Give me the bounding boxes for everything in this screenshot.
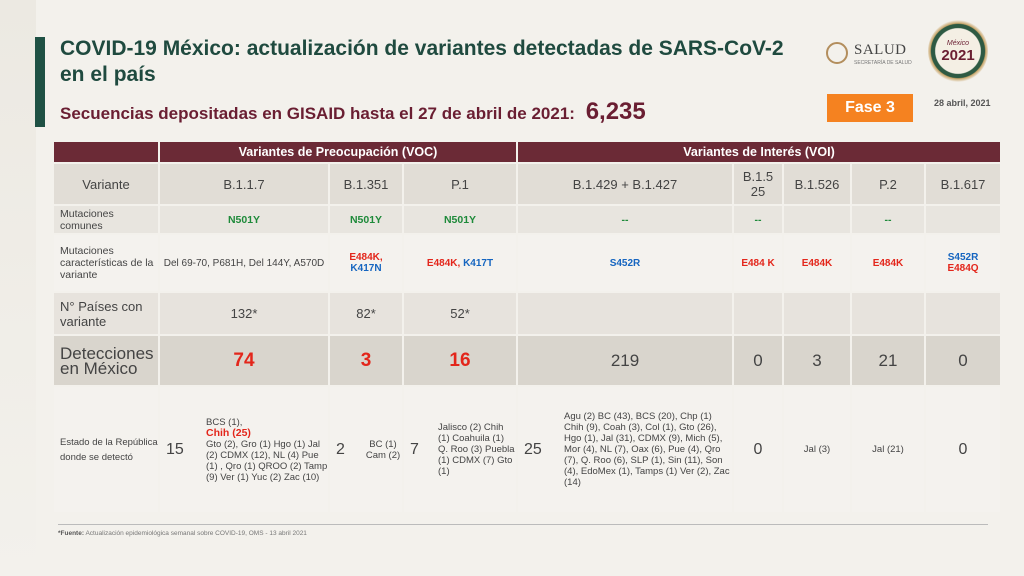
- estado-b1526: Jal (3): [783, 386, 851, 513]
- variant-p2: P.2: [851, 163, 925, 205]
- mut-comun-b1526: [783, 205, 851, 234]
- mut-comun-b1525: --: [733, 205, 783, 234]
- paises-b1617: [925, 292, 1001, 335]
- header-corner: [53, 141, 159, 163]
- variants-table: [52, 140, 1002, 514]
- variant-row: [53, 163, 1001, 205]
- estado-b1351-count: 2: [336, 440, 345, 458]
- countries-row: [53, 292, 1001, 335]
- salud-logo: [826, 40, 921, 68]
- paises-p2: [851, 292, 925, 335]
- estado-b117-list-2: Gto (2), Gro (1) Hgo (1) Jal (2) CDMX (12), NL (4) Pue (1) , Qro (1) QROO (2) Tamp (9) Ver (1) Yuc (2) Zac (10): [206, 438, 328, 483]
- page-subtitle: [60, 98, 646, 126]
- estado-b117-highlight: Chih (25): [206, 426, 251, 439]
- table-group-header: [53, 141, 1001, 163]
- row-label-paises: N° Países con variante: [53, 292, 159, 335]
- estado-b117-list-1: BCS (1),: [206, 416, 243, 428]
- variant-p1: P.1: [403, 163, 517, 205]
- detections-row: [53, 335, 1001, 386]
- variant-b1617: B.1.617: [925, 163, 1001, 205]
- report-date: 28 abril, 2021: [934, 98, 991, 108]
- variant-b1351: B.1.351: [329, 163, 403, 205]
- mut-caract-b1351-b: K417N: [350, 263, 382, 274]
- estado-b1429-count: 25: [524, 440, 542, 458]
- det-b1525: 0: [733, 335, 783, 386]
- paises-b1525: [733, 292, 783, 335]
- mut-caract-p1-b: K417T: [463, 257, 494, 269]
- det-p2: 21: [851, 335, 925, 386]
- estado-p1-count: 7: [410, 440, 419, 458]
- det-b1526: 3: [783, 335, 851, 386]
- paises-b1429: [517, 292, 733, 335]
- det-p1-value: 16: [449, 349, 471, 371]
- paises-b117: 132*: [159, 292, 329, 335]
- row-label-mut-comunes: Mutaciones comunes: [53, 205, 159, 234]
- mut-caract-b1525: E484 K: [733, 234, 783, 292]
- logo-2021-country: México: [946, 40, 970, 47]
- mut-comun-b1351: N501Y: [329, 205, 403, 234]
- variant-b1525: B.1.5 25: [733, 163, 783, 205]
- estado-b1351-list: BC (1) Cam (2): [365, 438, 401, 461]
- paises-p1: 52*: [403, 292, 517, 335]
- estado-b1525: 0: [733, 386, 783, 513]
- det-b1351-value: 3: [360, 349, 372, 371]
- det-b1617: 0: [925, 335, 1001, 386]
- characteristic-mutations-row: [53, 234, 1001, 292]
- salud-logo-subtext: SECRETARÍA DE SALUD: [854, 60, 912, 66]
- paises-b1351: 82*: [329, 292, 403, 335]
- mut-caract-b1429: S452R: [517, 234, 733, 292]
- estado-b117-count: 15: [166, 440, 184, 458]
- variant-b117: B.1.1.7: [159, 163, 329, 205]
- row-label-estado: Estado de la República donde se detectó: [53, 386, 159, 513]
- salud-emblem-icon: [826, 42, 848, 64]
- mut-comun-p2: --: [851, 205, 925, 234]
- mut-caract-b1351-a: E484K,: [349, 252, 383, 263]
- mut-caract-b1617-a: S452R: [947, 252, 979, 263]
- sequence-count: 6,235: [585, 98, 646, 125]
- mut-comun-p1: N501Y: [403, 205, 517, 234]
- det-b1429: 219: [517, 335, 733, 386]
- mut-caract-p1: [403, 234, 517, 292]
- mut-caract-b1617-b: E484Q: [947, 263, 979, 274]
- mut-caract-b117: Del 69-70, P681H, Del 144Y, A570D: [159, 234, 329, 292]
- det-p1: [403, 335, 517, 386]
- estado-b1429: [517, 386, 733, 513]
- mut-caract-p1-a: E484K,: [426, 257, 461, 269]
- estado-b1351: [329, 386, 403, 513]
- logo-2021-year: 2021: [941, 47, 975, 64]
- det-b117: [159, 335, 329, 386]
- variant-b1429: B.1.429 + B.1.427: [517, 163, 733, 205]
- estado-b1617: 0: [925, 386, 1001, 513]
- variant-b1526: B.1.526: [783, 163, 851, 205]
- group-voi: Variantes de Interés (VOI): [517, 141, 1001, 163]
- mut-comun-b1429: --: [517, 205, 733, 234]
- mut-comun-b117: N501Y: [159, 205, 329, 234]
- det-b1351: [329, 335, 403, 386]
- mexico-2021-logo: [928, 20, 988, 82]
- title-accent-bar: [35, 37, 45, 127]
- salud-logo-text: SALUD: [854, 42, 907, 58]
- mut-caract-b1351: [329, 234, 403, 292]
- states-row: [53, 386, 1001, 513]
- row-label-mut-caract: Mutaciones características de la variante: [53, 234, 159, 292]
- estado-b1429-list: Agu (2) BC (43), BCS (20), Chp (1) Chih (9), Coah (3), Col (1), Gto (26), Hgo (1), Jal (31), CDMX (9), Mich (5), Mor (4), NL (7), Oax (6), Pue (4), Qro (7), Q. Roo (6), SLP (1), Sin (11), Son (4), EdoMex (1), Tamps (1) Ver (2), Zac (14): [564, 411, 730, 488]
- common-mutations-row: [53, 205, 1001, 234]
- page-title: COVID-19 México: actualización de variantes detectadas de SARS-CoV-2 en el país: [60, 37, 784, 86]
- source-footnote: [58, 524, 988, 537]
- estado-b117-list: [202, 417, 328, 483]
- mut-comun-b1617: [925, 205, 1001, 234]
- background-decoration: [0, 0, 36, 576]
- paises-b1526: [783, 292, 851, 335]
- estado-p2: Jal (21): [851, 386, 925, 513]
- phase-badge: Fase 3: [827, 94, 913, 122]
- row-label-detecciones: Detecciones en México: [53, 335, 159, 386]
- footnote-label: *Fuente:: [58, 530, 84, 537]
- estado-p1: [403, 386, 517, 513]
- footnote-text: Actualización epidemiológica semanal sobre COVID-19, OMS - 13 abril 2021: [85, 530, 307, 537]
- row-label-variante: Variante: [53, 163, 159, 205]
- mut-caract-b1617: [925, 234, 1001, 292]
- estado-b117: [159, 386, 329, 513]
- det-b117-value: 74: [233, 349, 255, 371]
- mut-caract-b1526: E484K: [783, 234, 851, 292]
- mut-caract-p2: E484K: [851, 234, 925, 292]
- group-voc: Variantes de Preocupación (VOC): [159, 141, 517, 163]
- estado-p1-list: Jalisco (2) Chih (1) Coahuila (1) Q. Roo (3) Puebla (1) CDMX (7) Gto (1): [438, 422, 515, 477]
- subtitle-text: Secuencias depositadas en GISAID hasta el 27 de abril de 2021:: [60, 104, 575, 123]
